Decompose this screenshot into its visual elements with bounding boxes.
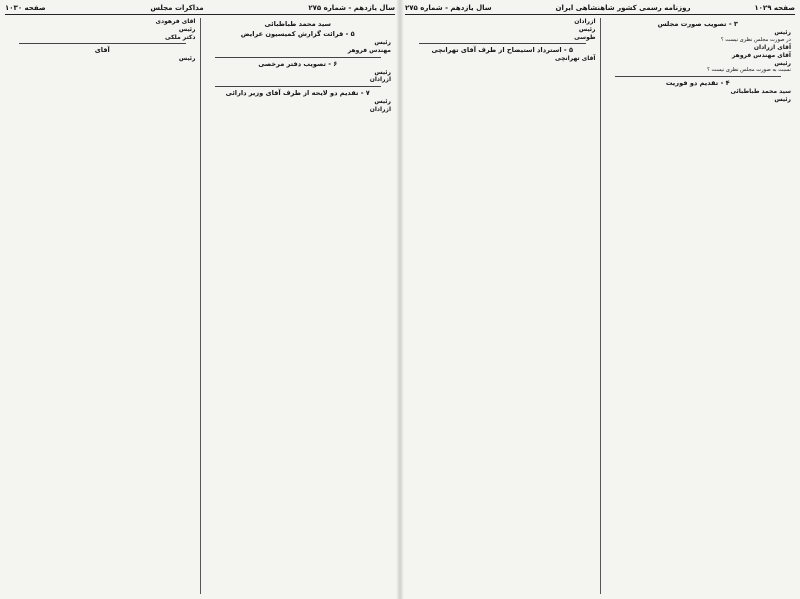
divider (19, 43, 186, 44)
page-header-left (5, 3, 395, 15)
page-number: صفحه ۱۰۲۹ (754, 4, 795, 12)
speaker-name: آقای تهرانچی (555, 55, 596, 63)
speaker-name: رئیس (178, 25, 196, 33)
speaker-name: رئیس (578, 25, 596, 33)
speaker-name: رئیس (374, 98, 391, 106)
section-heading: سید محمد طباطبائی (264, 20, 332, 28)
right-page-columns (405, 18, 795, 594)
divider (215, 86, 382, 87)
section-heading: ۷ - تقدیم دو لایحه از طرف آقای وزیر دارائی (225, 89, 370, 98)
speaker-name: رئیس (374, 68, 391, 76)
speaker-name: ازرادان (369, 105, 391, 113)
issue-number: سال یازدهم - شماره ۲۷۵ (405, 4, 492, 12)
right-page (400, 0, 800, 599)
column-1 (601, 18, 796, 594)
speaker-name: دکتر ملکی (164, 33, 196, 41)
gazette-title: روزنامه رسمی کشور شاهنشاهی ایران (555, 4, 691, 12)
paragraph: در صورت مجلس نظری نیست ؟ (720, 36, 791, 43)
page-number: صفحه ۱۰۳۰ (5, 4, 46, 12)
section-heading: آقای (94, 46, 110, 55)
speaker-name: ازرادان (369, 76, 391, 84)
speaker-name: سید محمد طباطبائی (730, 88, 791, 96)
speaker-name: رئیس (774, 59, 791, 67)
issue-number: سال یازدهم - شماره ۲۷۵ (308, 4, 395, 12)
speaker-name: آقای مهندس فروهر (731, 51, 791, 59)
speaker-name: ازرادان (574, 18, 596, 25)
paragraph: نسبت به صورت مجلس نظری نیست ؟ (707, 67, 791, 74)
speaker-name: رئیس (774, 29, 791, 36)
speaker-name: رئیس (374, 39, 391, 46)
column-2 (5, 18, 201, 594)
speaker-name: رئیس (178, 55, 196, 63)
column-2 (405, 18, 601, 594)
divider (615, 76, 782, 77)
column-1 (201, 18, 396, 594)
speaker-name: طوسی (574, 33, 596, 41)
section-heading: ۶ - تصویب دفتر مرخصی (258, 59, 338, 68)
speaker-name: آقای فرهودی (155, 18, 196, 25)
speaker-name: آقای ازرادان (753, 44, 791, 52)
speaker-name: رئیس (774, 96, 791, 104)
section-heading: ۳ - تصویب صورت مجلس (657, 20, 738, 28)
page-header-right (405, 3, 795, 15)
speaker-name: مهندس فروهر (347, 46, 391, 54)
left-page-columns (5, 18, 395, 594)
section-heading: ۵ - قرائت گزارش کمیسیون عرایض (240, 30, 355, 38)
divider (215, 57, 382, 58)
section-heading: ۴ - تقدیم دو فوریت (665, 79, 730, 88)
divider (419, 43, 586, 44)
section-title: مذاکرات مجلس (150, 4, 204, 12)
section-heading: ۵ - استرداد استیضاح از طرف آقای تهرانچی (431, 46, 573, 55)
